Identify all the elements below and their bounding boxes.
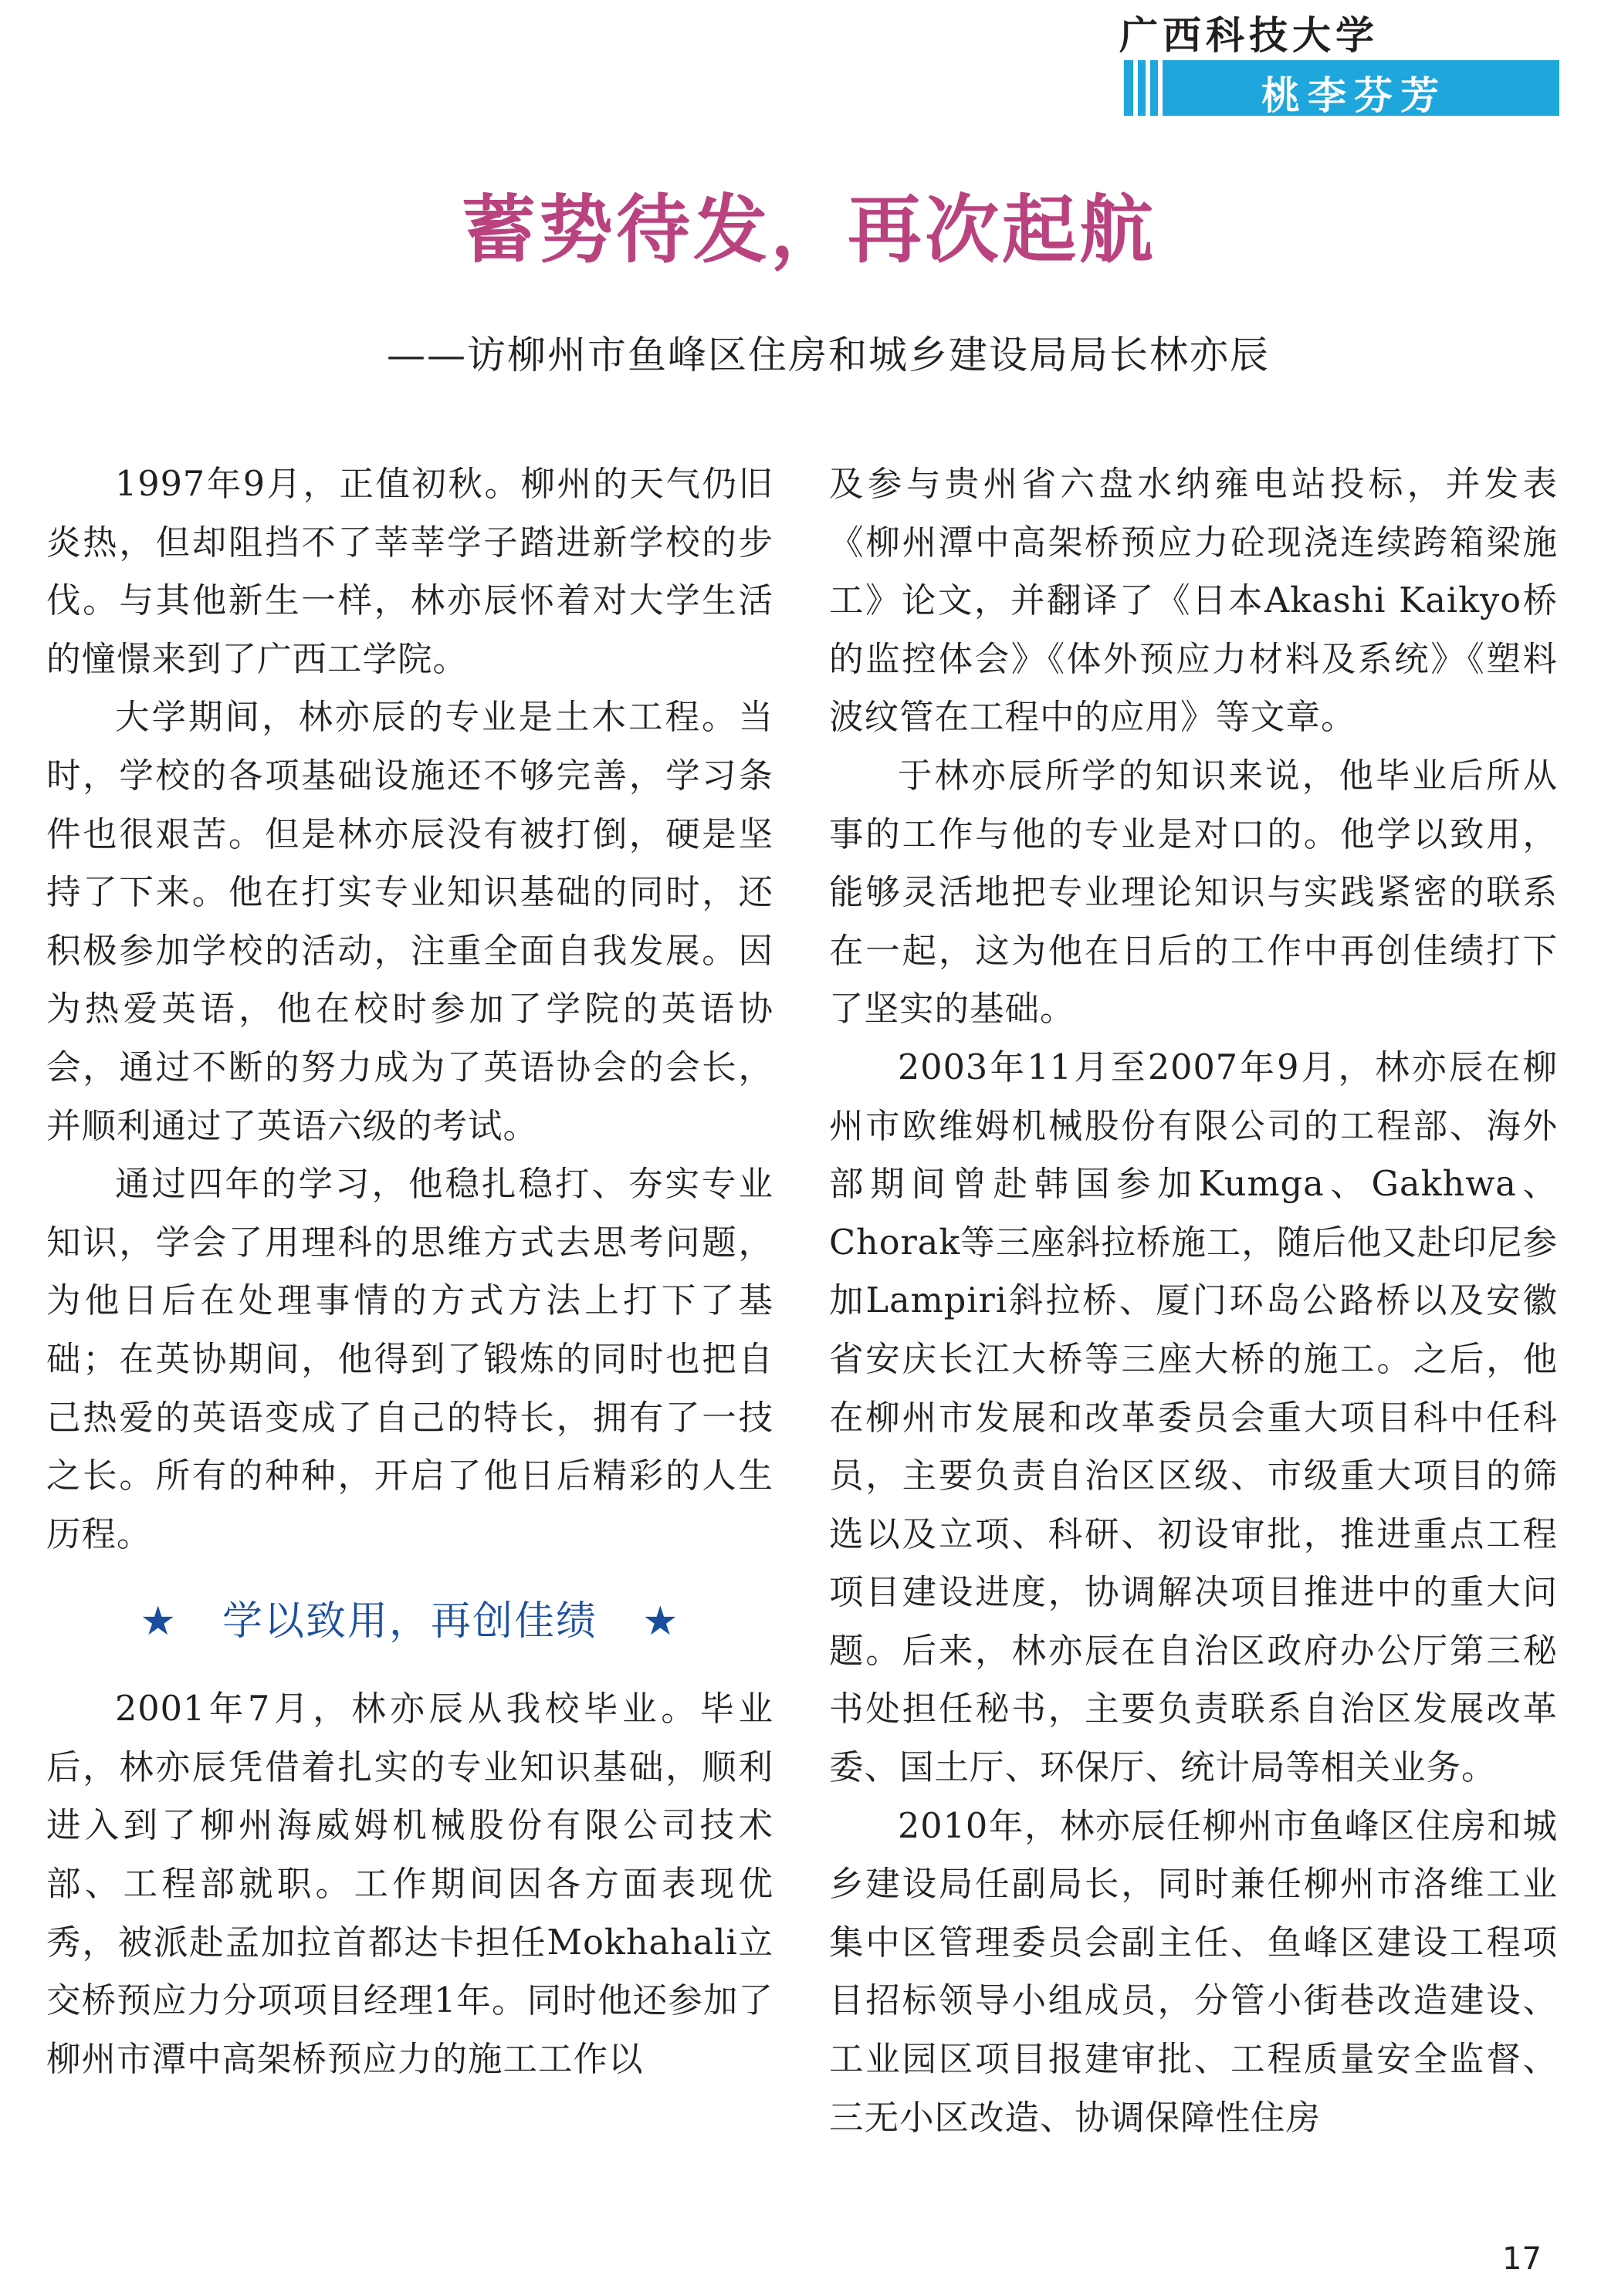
article-subtitle: ——访柳州市鱼峰区住房和城乡建设局局长林亦辰 <box>387 333 1270 377</box>
school-name: 广西科技大学 <box>1119 12 1379 58</box>
banner-stripe <box>1133 60 1138 116</box>
section-heading-text: 学以致用，再创佳绩 <box>222 1598 597 1645</box>
banner-stripe <box>1158 60 1163 116</box>
paragraph: 1997年9月，正值初秋。柳州的天气仍旧炎热，但却阻挡不了莘莘学子踏进新学校的步伐。与其他新生一样，林亦辰怀着对大学生活的憧憬来到了广西工学院。 <box>46 465 773 679</box>
banner-stripe <box>1146 60 1150 116</box>
paragraph: 大学期间，林亦辰的专业是土木工程。当时，学校的各项基础设施还不够完善，学习条件也很艰苦。但是林亦辰没有被打倒，硬是坚持了下来。他在打实专业知识基础的同时，还积极参加学校的活动，注重全面自我发展。因为热爱英语，他在校时参加了学院的英语协会，通过不断的努力成为了英语协会的会长，并顺利通过了英语六级的考试。 <box>46 698 773 1146</box>
paragraph: 2010年，林亦辰任柳州市鱼峰区住房和城乡建设局任副局长，同时兼任柳州市洛维工业集中区管理委员会副主任、鱼峰区建设工程项目招标领导小组成员，分管小街巷改造建设、工业园区项目报建审批、工程质量安全监督、三无小区改造、协调保障性住房 <box>829 1806 1558 2138</box>
right-column <box>829 455 1558 2147</box>
page-number: 17 <box>1502 2241 1542 2277</box>
star-icon: ★ <box>642 1598 680 1645</box>
paragraph: 2003年11月至2007年9月，林亦辰在柳州市欧维姆机械股份有限公司的工程部、海外部期间曾赴韩国参加Kumga、Gakhwa、Chorak等三座斜拉桥施工，随后他又赴印尼参加Lampiri斜拉桥、厦门环岛公路桥以及安徽省安庆长江大桥等三座大桥的施工。之后，他在柳州市发展和改革委员会重大项目科中任科员，主要负责自治区区级、市级重大项目的筛选以及立项、科研、初设审批，推进重点工程项目建设进度，协调解决项目推进中的重大问题。后来，林亦辰在自治区政府办公厅第三秘书处担任秘书，主要负责联系自治区发展改革委、国土厅、环保厅、统计局等相关业务。 <box>829 1047 1558 1788</box>
section-heading <box>46 1564 773 1680</box>
star-icon: ★ <box>140 1598 178 1645</box>
paragraph: 2001年7月，林亦辰从我校毕业。毕业后，林亦辰凭借着扎实的专业知识基础，顺利进入到了柳州海威姆机械股份有限公司技术部、工程部就职。工作期间因各方面表现优秀，被派赴孟加拉首都达卡担任Mokhahali立交桥预应力分项项目经理1年。同时他还参加了柳州市潭中高架桥预应力的施工工作以 <box>46 1689 773 2079</box>
left-column <box>46 455 773 2088</box>
article-title: 蓄势待发，再次起航 <box>462 186 1156 273</box>
paragraph: 通过四年的学习，他稳扎稳打、夯实专业知识，学会了用理科的思维方式去思考问题，为他日后在处理事情的方式方法上打下了基础；在英协期间，他得到了锻炼的同时也把自己热爱的英语变成了自己的特长，拥有了一技之长。所有的种种，开启了他日后精彩的人生历程。 <box>46 1165 773 1554</box>
column-banner <box>1124 60 1559 116</box>
paragraph: 及参与贵州省六盘水纳雍电站投标，并发表《柳州潭中高架桥预应力砼现浇连续跨箱梁施工》论文，并翻译了《日本Akashi Kaikyo桥的监控体会》《体外预应力材料及系统》《塑料波纹管在工程中的应用》等文章。 <box>829 465 1558 738</box>
paragraph: 于林亦辰所学的知识来说，他毕业后所从事的工作与他的专业是对口的。他学以致用，能够灵活地把专业理论知识与实践紧密的联系在一起，这为他在日后的工作中再创佳绩打下了坚实的基础。 <box>829 756 1558 1030</box>
column-name: 桃李芬芳 <box>1261 73 1447 118</box>
